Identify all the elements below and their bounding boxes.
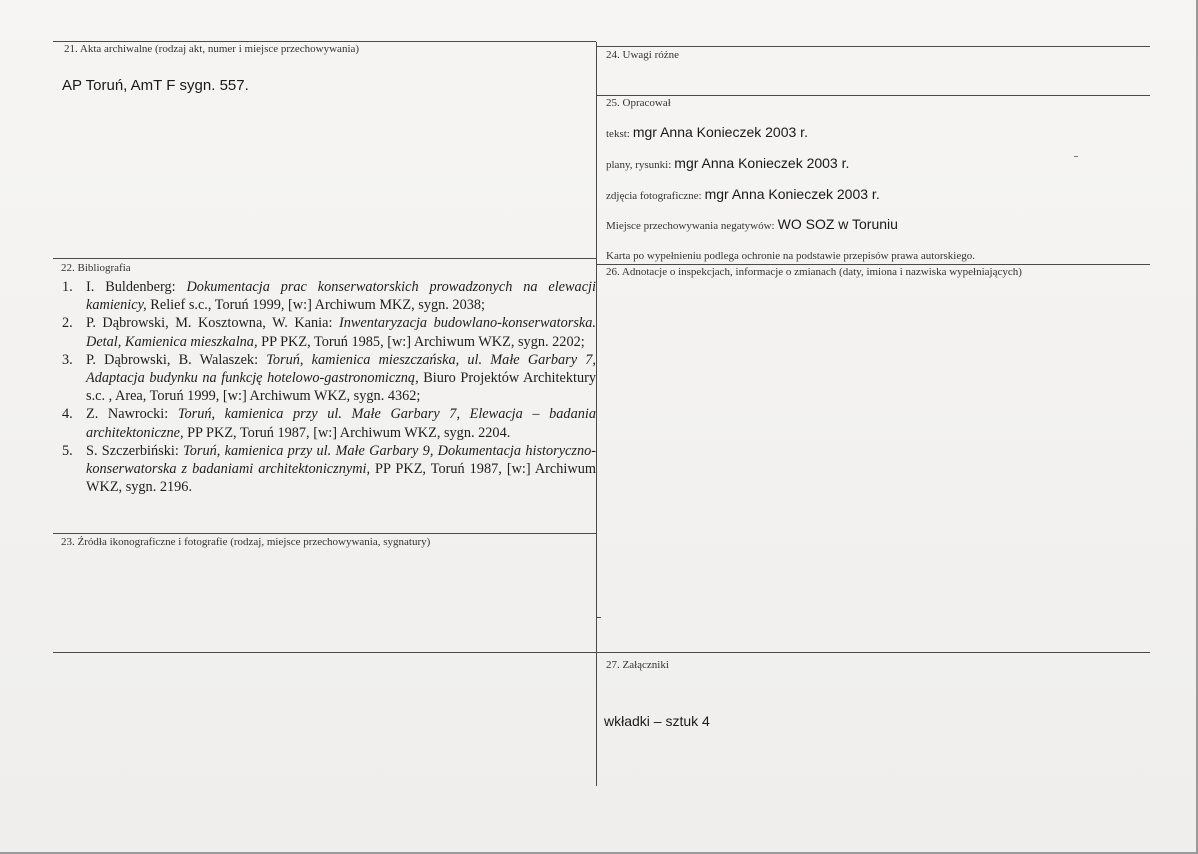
bibliography-title: Toruń, kamienica mieszczańska, ul. Małe Garbary 7, Adaptacja budynku na funkcję hotelowo-gastronomiczną, bbox=[86, 351, 596, 387]
bibliography-entry bbox=[62, 405, 596, 441]
photos-author-label: zdjęcia fotograficzne: bbox=[606, 190, 702, 202]
rule-top-left bbox=[53, 41, 596, 42]
section-23-label: 23. Źródła ikonograficzne i fotografie (rodzaj, miejsce przechowywania, sygnatury) bbox=[61, 536, 431, 548]
bibliography-entry bbox=[62, 278, 596, 314]
bibliography-entry-number: 1. bbox=[62, 279, 73, 295]
scan-speck bbox=[1074, 156, 1078, 157]
rule-21-22 bbox=[53, 258, 596, 259]
rule-top-right bbox=[597, 46, 1150, 47]
bibliography-text: P. Dąbrowski, B. Walaszek: bbox=[86, 351, 267, 368]
bibliography-title: Inwentaryzacja budowlano-konserwatorska. Detal, Kamienica mieszkalna, bbox=[86, 315, 596, 350]
bibliography-text: PP PKZ, Toruń 1987, [w:] Archiwum WKZ, sygn. 2196. bbox=[86, 461, 596, 496]
negatives-location-value: WO SOZ w Toruniu bbox=[777, 216, 898, 232]
bibliography-entry-number: 5. bbox=[62, 442, 73, 459]
plans-author-value: mgr Anna Konieczek 2003 r. bbox=[674, 155, 850, 171]
text-author-row bbox=[606, 124, 808, 140]
bibliography-entry-number: 3. bbox=[62, 351, 73, 368]
bibliography-title: Toruń, kamienica przy ul. Małe Garbary 7, Elewacja – badania architektoniczne, bbox=[86, 406, 596, 441]
bibliography-text: PP PKZ, Toruń 1985, [w:] Archiwum WKZ, sygn. 2202; bbox=[257, 333, 585, 350]
section-22-label: 22. Bibliografia bbox=[61, 262, 131, 274]
plans-author-label: plany, rysunki: bbox=[606, 159, 672, 171]
rule-23-27 bbox=[53, 652, 1150, 653]
text-author-label: tekst: bbox=[606, 128, 630, 140]
text-author-value: mgr Anna Konieczek 2003 r. bbox=[632, 124, 808, 140]
bibliography-entry bbox=[62, 314, 596, 350]
bibliography-text: S. Szczerbiński: bbox=[86, 442, 184, 459]
bibliography-text: Z. Nawrocki: bbox=[86, 406, 178, 423]
section-24-label: 24. Uwagi różne bbox=[606, 49, 680, 61]
bibliography-text: Biuro Projektów Architektury s.c. , Area, Toruń 1999, [w:] Archiwum WKZ, sygn. 4362; bbox=[86, 370, 597, 405]
bibliography-title: Dokumentacja prac konserwatorskich prowadzonych na elewacji kamienicy, bbox=[86, 279, 596, 314]
bibliography-entry-number: 4. bbox=[62, 406, 73, 423]
bibliography-entry bbox=[62, 351, 596, 406]
section-21-label: 21. Akta archiwalne (rodzaj akt, numer i miejsce przechowywania) bbox=[64, 43, 360, 55]
rule-24-25 bbox=[597, 95, 1150, 96]
rule-25-26 bbox=[597, 264, 1150, 265]
column-divider bbox=[596, 42, 597, 786]
bibliography-text: I. Buldenberg: bbox=[86, 279, 187, 295]
bibliography-entry-number: 2. bbox=[62, 315, 73, 332]
attachments-value: wkładki – sztuk 4 bbox=[604, 713, 710, 729]
bibliography-text: P. Dąbrowski, M. Kosztowna, W. Kania: bbox=[86, 315, 339, 332]
bibliography-entry bbox=[62, 442, 596, 497]
negatives-location-row bbox=[606, 216, 898, 232]
bibliography-text: PP PKZ, Toruń 1987, [w:] Archiwum WKZ, sygn. 2204. bbox=[183, 424, 511, 441]
section-21-value: AP Toruń, AmT F sygn. 557. bbox=[62, 77, 249, 94]
plans-author-row bbox=[606, 155, 849, 171]
negatives-location-label: Miejsce przechowywania negatywów: bbox=[606, 220, 775, 232]
bibliography-list bbox=[62, 278, 596, 496]
bibliography-text: Relief s.c., Toruń 1999, [w:] Archiwum MKZ, sygn. 2038; bbox=[146, 297, 485, 314]
bibliography-title: Toruń, kamienica przy ul. Małe Garbary 9, Dokumentacja historyczno-konserwatorska z badaniami architektonicznymi, bbox=[86, 442, 597, 478]
rule-22-23 bbox=[53, 533, 596, 534]
photos-author-value: mgr Anna Konieczek 2003 r. bbox=[704, 186, 880, 202]
copyright-note: Karta po wypełnieniu podlega ochronie na podstawie przepisów prawa autorskiego. bbox=[606, 250, 975, 262]
section-25-label: 25. Opracował bbox=[606, 97, 671, 109]
section-26-label: 26. Adnotacje o inspekcjach, informacje o zmianach (daty, imiona i nazwiska wypełniających) bbox=[606, 266, 1022, 278]
photos-author-row bbox=[606, 186, 880, 202]
rule-26-short bbox=[597, 617, 601, 618]
section-27-label: 27. Załączniki bbox=[606, 659, 669, 671]
